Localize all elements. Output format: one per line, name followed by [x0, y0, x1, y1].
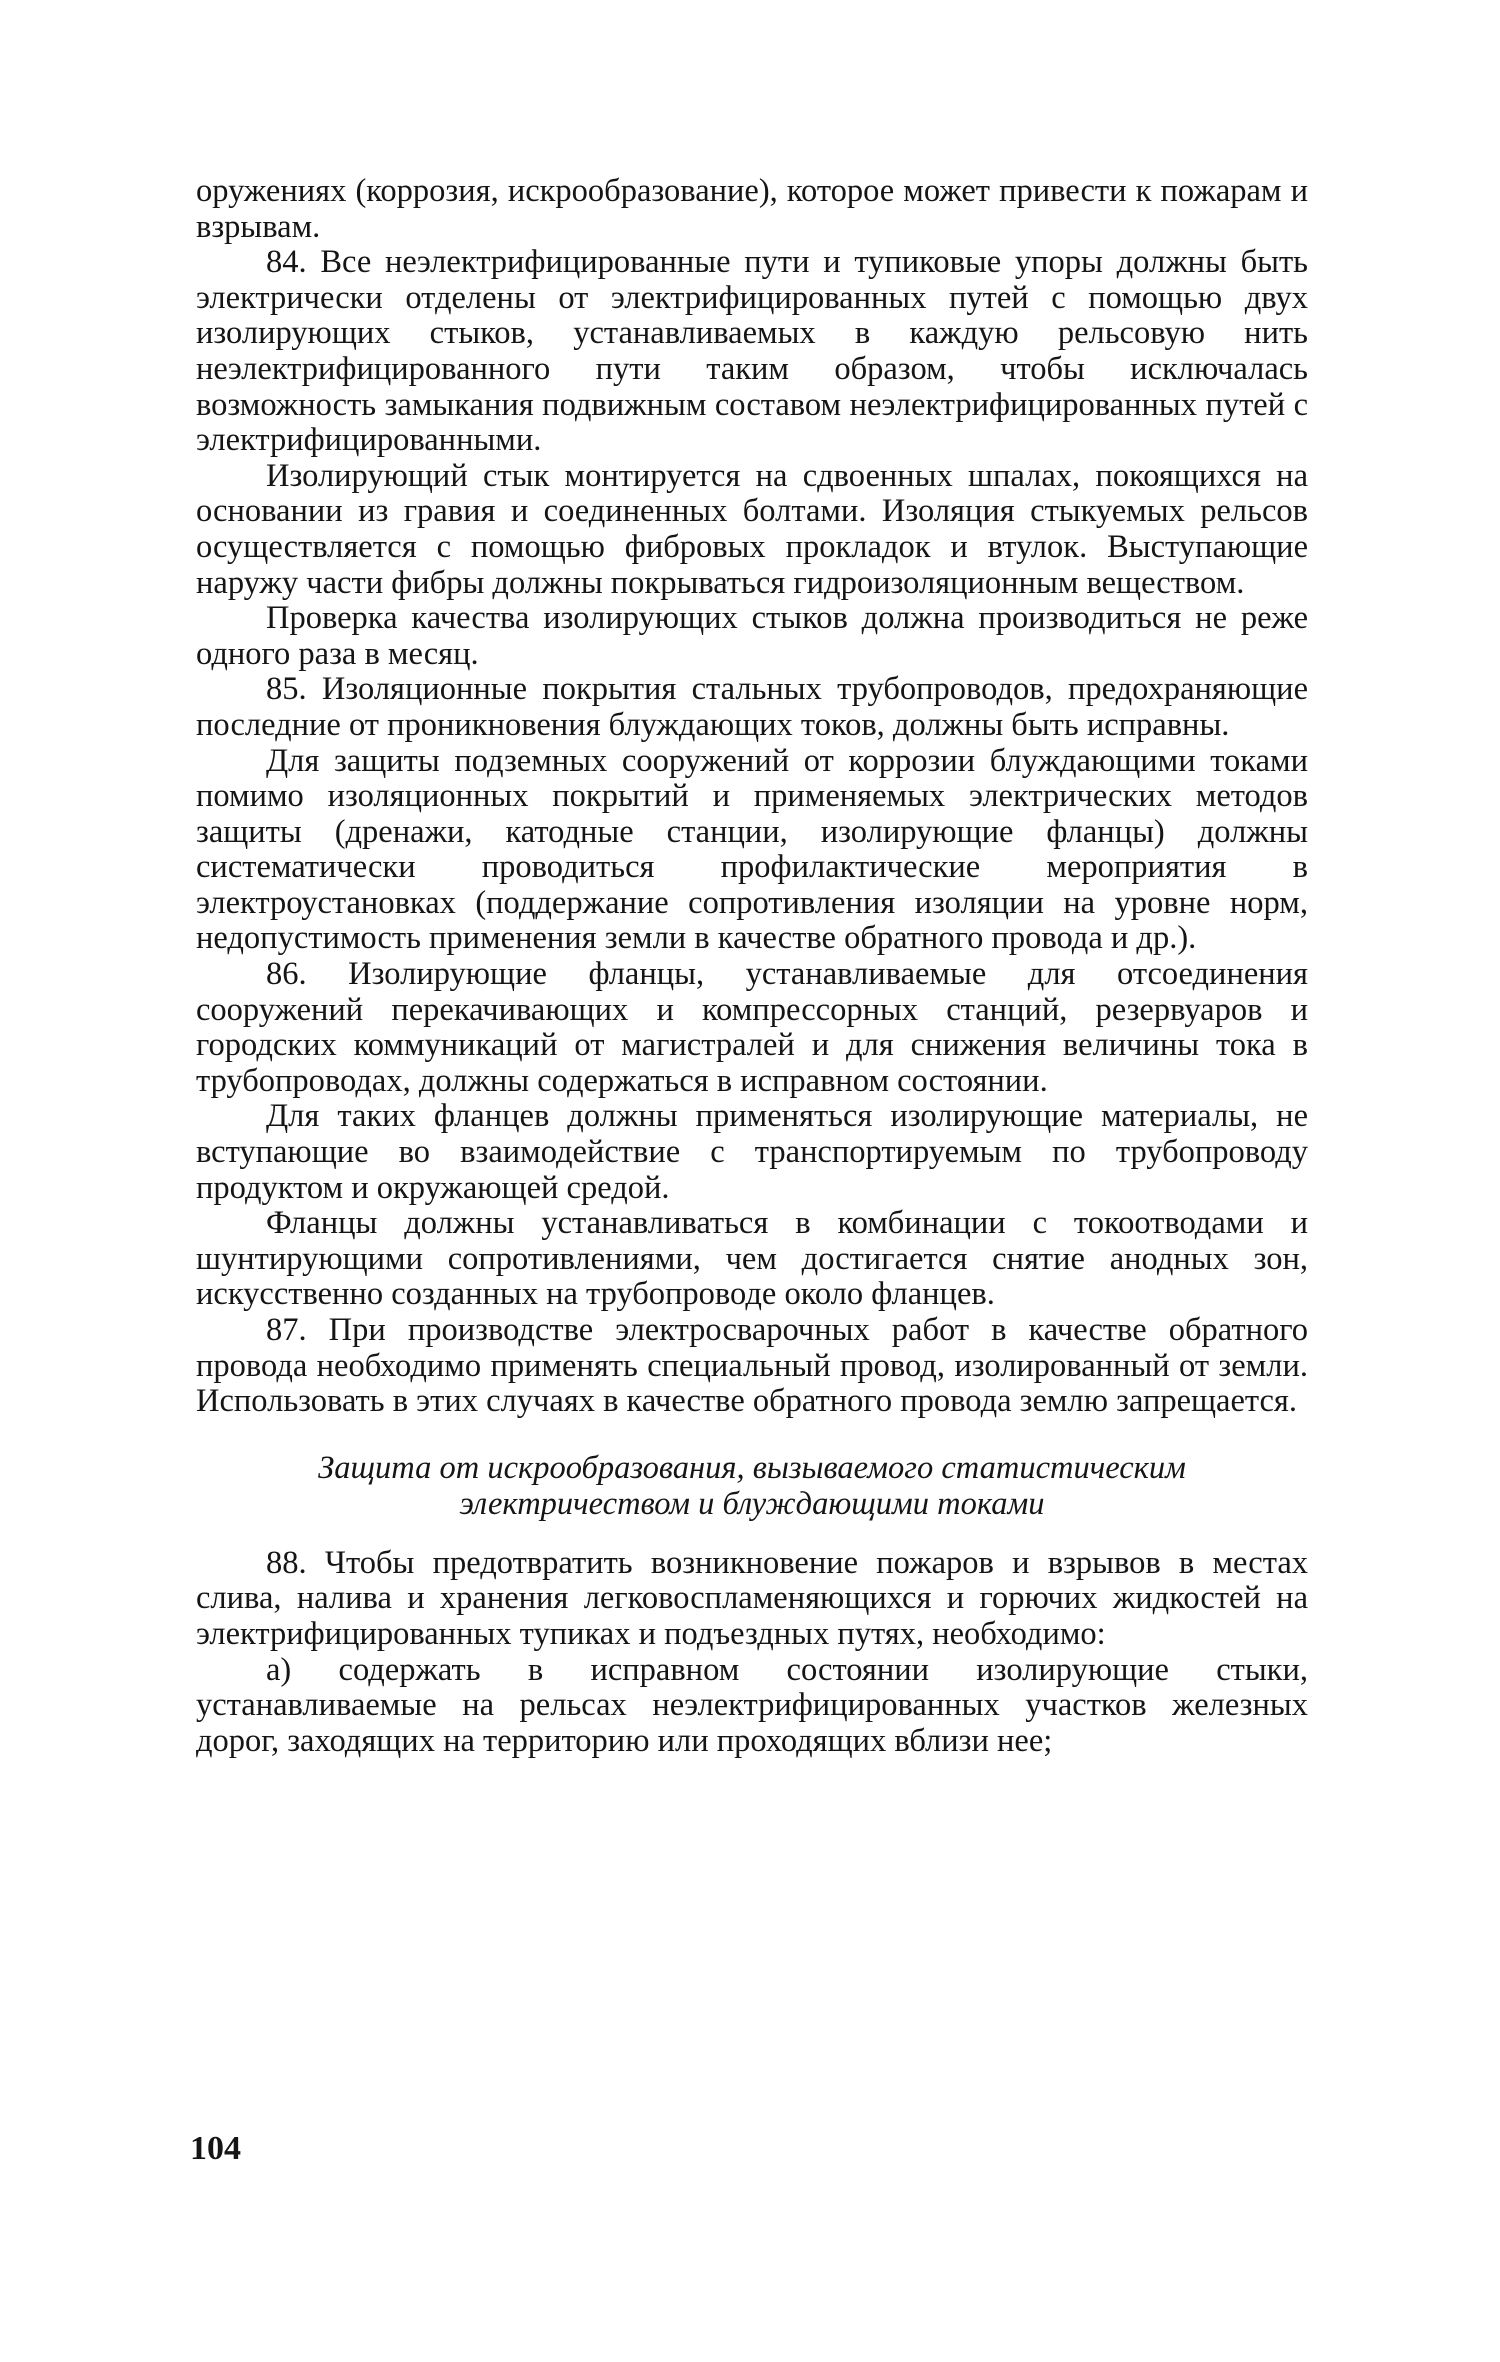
paragraph-84: 84. Все неэлектрифицированные пути и тупиковые упоры должны быть электрически отделены от электрифицированных путей с помощью двух изолирующих стыков, устанавливаемых в каждую рельсовую нить неэлектрифицированного пути таким образом, чтобы исключалась возможность замыкания подвижным составом неэлектрифицированных путей с электрифицированными.	[196, 244, 1308, 459]
body-text	[196, 174, 1308, 1759]
page-number: 104	[190, 2130, 241, 2167]
paragraph-underground-protection: Для защиты подземных сооружений от коррозии блуждающими токами помимо изоляционных покрытий и применяемых электрических методов защиты (дренажи, катодные станции, изолирующие фланцы) должны систематически проводиться профилактические мероприятия в электроустановках (поддержание сопротивления изоляции на уровне норм, недопустимость применения земли в качестве обратного провода и др.).	[196, 742, 1308, 957]
paragraph-85: 85. Изоляционные покрытия стальных трубопроводов, предохраняющие последние от проникновения блуждающих токов, должны быть исправны.	[196, 671, 1308, 743]
paragraph-joint-inspection: Проверка качества изолирующих стыков должна производиться не реже одного раза в месяц.	[196, 600, 1308, 672]
section-heading	[196, 1450, 1308, 1522]
paragraph-88: 88. Чтобы предотвратить возникновение пожаров и взрывов в местах слива, налива и хранения легковоспламеняющихся и горючих жидкостей на электрифицированных тупиках и подъездных путях, необходимо:	[196, 1544, 1308, 1652]
paragraph-continuation: оружениях (коррозия, искрообразование), которое может привести к пожарам и взрывам.	[196, 173, 1308, 245]
paragraph-87: 87. При производстве электросварочных работ в качестве обратного провода необходимо применять специальный провод, изолированный от земли. Использовать в этих случаях в качестве обратного провода землю запрещается.	[196, 1312, 1308, 1420]
paragraph-flange-materials: Для таких фланцев должны применяться изолирующие материалы, не вступающие во взаимодействие с транспортируемым по трубопроводу продуктом и окружающей средой.	[196, 1098, 1308, 1206]
section-heading-line-1: Защита от искрообразования, вызываемого статистическим	[318, 1449, 1186, 1486]
section-heading-line-2: электричеством и блуждающими токами	[459, 1485, 1045, 1522]
paragraph-88-a: а) содержать в исправном состоянии изолирующие стыки, устанавливаемые на рельсах неэлектрифицированных участков железных дорог, заходящих на территорию или проходящих вблизи нее;	[196, 1651, 1308, 1759]
paragraph-insulating-joint: Изолирующий стык монтируется на сдвоенных шпалах, покоящихся на основании из гравия и соединенных болтами. Изоляция стыкуемых рельсов осуществляется с помощью фибровых прокладок и втулок. Выступающие наружу части фибры должны покрываться гидроизоляционным веществом.	[196, 457, 1308, 601]
paragraph-flange-installation: Фланцы должны устанавливаться в комбинации с токоотводами и шунтирующими сопротивлениями, чем достигается снятие анодных зон, искусственно созданных на трубопроводе около фланцев.	[196, 1205, 1308, 1313]
paragraph-86: 86. Изолирующие фланцы, устанавливаемые для отсоединения сооружений перекачивающих и компрессорных станций, резервуаров и городских коммуникаций от магистралей и для снижения величины тока в трубопроводах, должны содержаться в исправном состоянии.	[196, 956, 1308, 1099]
